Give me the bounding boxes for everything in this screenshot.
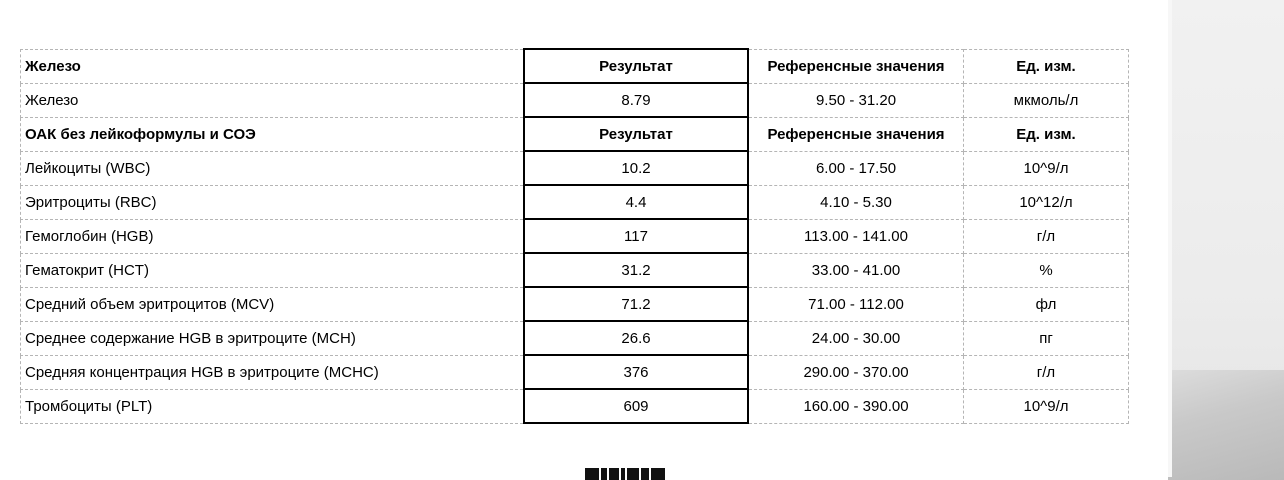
test-result: 609 [524, 389, 748, 423]
test-result: 376 [524, 355, 748, 389]
result-column-header: Результат [524, 117, 748, 151]
table-row [21, 83, 1129, 117]
table-row [21, 355, 1129, 389]
test-reference: 24.00 - 30.00 [748, 321, 964, 355]
test-name: Средняя концентрация HGB в эритроците (MCHC) [21, 355, 525, 389]
test-result: 117 [524, 219, 748, 253]
test-name: Лейкоциты (WBC) [21, 151, 525, 185]
table-row [21, 287, 1129, 321]
test-unit: пг [964, 321, 1129, 355]
section-header-row [21, 117, 1129, 151]
test-result: 26.6 [524, 321, 748, 355]
test-result: 10.2 [524, 151, 748, 185]
test-unit: 10^9/л [964, 151, 1129, 185]
test-result: 71.2 [524, 287, 748, 321]
qr-code-fragment [585, 468, 685, 480]
lab-results-table [20, 48, 1129, 424]
table-row [21, 151, 1129, 185]
table-row [21, 389, 1129, 423]
test-unit: мкмоль/л [964, 83, 1129, 117]
test-name: Тромбоциты (PLT) [21, 389, 525, 423]
result-column-header: Результат [524, 49, 748, 83]
test-reference: 71.00 - 112.00 [748, 287, 964, 321]
test-reference: 113.00 - 141.00 [748, 219, 964, 253]
test-unit: 10^9/л [964, 389, 1129, 423]
table-row [21, 219, 1129, 253]
test-result: 4.4 [524, 185, 748, 219]
test-name: Гематокрит (HCT) [21, 253, 525, 287]
section-header-row [21, 49, 1129, 83]
unit-column-header: Ед. изм. [964, 117, 1129, 151]
table-row [21, 321, 1129, 355]
test-unit: 10^12/л [964, 185, 1129, 219]
test-reference: 290.00 - 370.00 [748, 355, 964, 389]
test-name: Средний объем эритроцитов (MCV) [21, 287, 525, 321]
reference-column-header: Референсные значения [748, 117, 964, 151]
table-row [21, 185, 1129, 219]
test-unit: г/л [964, 219, 1129, 253]
test-unit: % [964, 253, 1129, 287]
section-title: Железо [21, 49, 525, 83]
test-unit: г/л [964, 355, 1129, 389]
test-reference: 33.00 - 41.00 [748, 253, 964, 287]
test-name: Гемоглобин (HGB) [21, 219, 525, 253]
test-reference: 9.50 - 31.20 [748, 83, 964, 117]
test-result: 31.2 [524, 253, 748, 287]
test-result: 8.79 [524, 83, 748, 117]
test-name: Среднее содержание HGB в эритроците (MCH) [21, 321, 525, 355]
paper-edge-shadow [1168, 0, 1284, 477]
test-name: Железо [21, 83, 525, 117]
test-unit: фл [964, 287, 1129, 321]
unit-column-header: Ед. изм. [964, 49, 1129, 83]
table-row [21, 253, 1129, 287]
test-name: Эритроциты (RBC) [21, 185, 525, 219]
section-title: ОАК без лейкоформулы и СОЭ [21, 117, 525, 151]
test-reference: 160.00 - 390.00 [748, 389, 964, 423]
test-reference: 4.10 - 5.30 [748, 185, 964, 219]
reference-column-header: Референсные значения [748, 49, 964, 83]
test-reference: 6.00 - 17.50 [748, 151, 964, 185]
